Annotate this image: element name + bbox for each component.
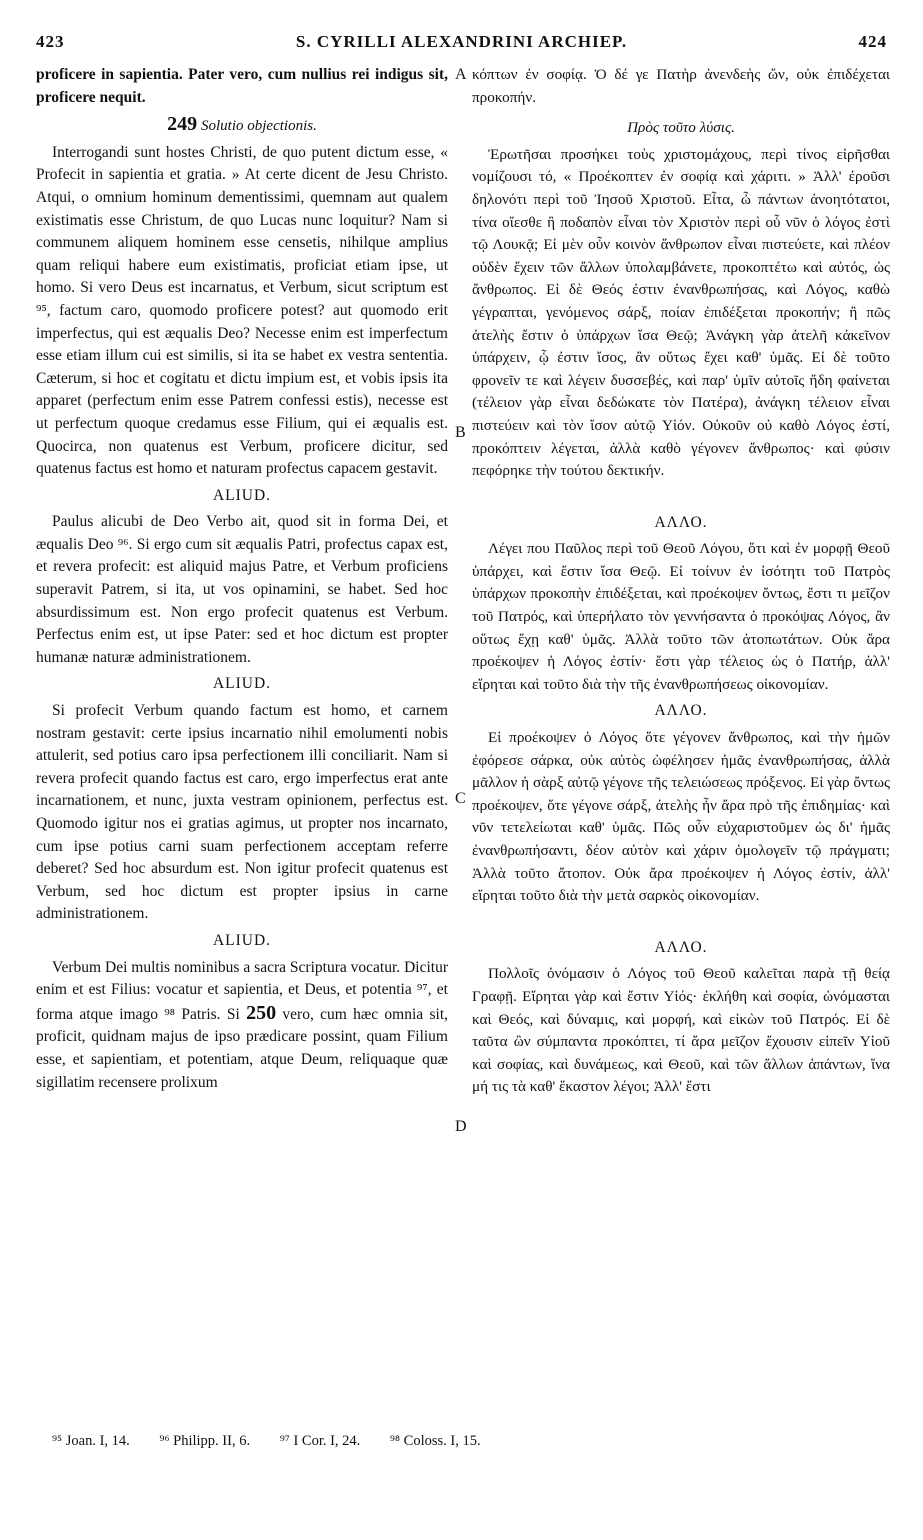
- greek-paragraph: Λέγει που Παῦλος περὶ τοῦ Θεοῦ Λόγου, ὅτι καὶ ἐν μορφῇ Θεοῦ ὑπάρχει, καὶ ἔστιν ἴσα Θεῷ. Εἰ τοίνυν ἐν ἰσότητι τοῦ Πατρὸς ὑπάρχων προκοπὴν ἐπιδέξεται, καὶ προέκοψεν ὄντως, ἔστι τι μεῖζον τοῦ Πατρός, καὶ ὑπερήλατο τὸν γεννήσαντα ὁ προκόψας Λόγος, ἂν οὕτως ἔχῃ καθ' ὑμᾶς. Ἀλλὰ τοῦτο τῶν ἀτοπωτάτων. Οὐκ ἄρα προέκοψεν ἡ Λόγος ἐστίν· ἔστι γὰρ τέλειος ὡς ὁ Πατήρ, ἀλλ' εἴρηται καὶ τοῦτο διὰ τὴν τῆς ἐνανθρωπήσεως οἰκονομίαν.: [472, 540, 890, 693]
- running-title: S. CYRILLI ALEXANDRINI ARCHIEP.: [295, 32, 628, 51]
- greek-allo-heading: ΑΛΛΟ.: [654, 702, 708, 720]
- running-header: [36, 32, 887, 56]
- greek-allo-heading: ΑΛΛΟ.: [654, 513, 708, 531]
- latin-column: [36, 64, 448, 1094]
- footnotes: [52, 1433, 612, 1450]
- footnote: ⁹⁶ Philipp. II, 6.: [159, 1433, 251, 1449]
- section-number: 249: [167, 113, 198, 136]
- latin-paragraph: [36, 957, 448, 1095]
- margin-marker-b: B: [455, 424, 466, 441]
- latin-section-heading: [36, 113, 448, 138]
- page-number-right: 424: [858, 32, 887, 51]
- latin-text: vero, cum hæc omnia sit, proficit, quidnam majus de ipso prædicare possint, quam Filium esse, et sapientiam, et potentiam, atque Deum, reliquaque quæ sigillatim recensere prolixum: [36, 1005, 448, 1091]
- latin-intro: proficere in sapientia. Pater vero, cum nullius rei indigus sit, proficere nequit.: [36, 66, 448, 106]
- footnote: ⁹⁷ I Cor. I, 24.: [279, 1433, 361, 1449]
- margin-marker-a: A: [455, 66, 467, 83]
- footnote: ⁹⁵ Joan. I, 14.: [52, 1433, 130, 1449]
- greek-intro: κόπτων ἐν σοφίᾳ. Ὁ δέ γε Πατὴρ ἀνενδεὴς ὤν, οὐκ ἐπιδέχεται προκοπήν.: [472, 66, 890, 106]
- greek-paragraph: Πολλοῖς ὀνόμασιν ὁ Λόγος τοῦ Θεοῦ καλεῖται παρὰ τῇ θείᾳ Γραφῇ. Εἴρηται γὰρ καὶ ἔστιν Υἱός· ἐκλήθη καὶ σοφία, ὠνόμασται καὶ Θεός, καὶ δύναμις, καὶ μορφή, καὶ εἰκὼν τοῦ Πατρός. Εἰ δὲ ταῦτα ὢν σύμπαντα προκόπτει, τί ἄρα μεῖζον ἔχουσιν εἰπεῖν Υἱοῦ καὶ σοφίας, καὶ δυνάμεως, καὶ Θεοῦ, καὶ τῶν ἄλλων ἁπάντων, ἵνα μή τις τὰ καθ' ἕκαστον λέγοι; Ἀλλ' ἔστι: [472, 965, 890, 1096]
- greek-paragraph: Εἰ προέκοψεν ὁ Λόγος ὅτε γέγονεν ἄνθρωπος, καὶ τὴν ἡμῶν ἐφόρεσε σάρκα, οὐκ αὐτὸς ὠφέλησεν ἡμᾶς ἐνανθρωπήσας, ἀλλὰ μᾶλλον ἡ σὰρξ αὐτῷ γέγονε τῆς τελειώσεως πρόξενος. Εἰ γὰρ ὄντως προέκοψεν, ὅτε γέγονε σάρξ, ἀτελὴς ἦν ἄρα πρὸ τῆς ἐπιδημίας· καὶ νῦν τετελείωται καθ' ὑμᾶς. Πῶς οὖν εὐχαριστοῦμεν ὡς δι' ἡμᾶς ἐνανθρωπήσαντι, δέον αὐτὸν καὶ χάριν ὁμολογεῖν τῷ πράγματι; Ἀλλὰ τοῦτο ἄτοπον. Οὐκ ἄρα προέκοψεν ἡ Λόγος ἐστίν, ἀλλ' εἴρηται τοῦτο διὰ τὴν μετὰ σαρκὸς οἰκονομίαν.: [472, 729, 890, 905]
- section-number: 250: [246, 1001, 277, 1024]
- footnote: ⁹⁸ Coloss. I, 15.: [389, 1433, 481, 1449]
- greek-section-heading: Πρὸς τοῦτο λύσις.: [627, 119, 735, 137]
- latin-paragraph: Si profecit Verbum quando factum est homo, et carnem nostram gestavit: certe ipsius incarnatio nihil emolumenti nobis attulerit, sed potius caro ipsa perfectionem illi conciliarit. Nam si revera profecit quando factus est caro, ergo imperfectus erat ante incarnationem, et nunc, juxta vestram opinionem, perfectus est. Quomodo igitur nos ei gratias agimus, ut propter nos incarnato, cum ipse potius carni suam perfectionem acceptam referre deberet? Sed hoc absurdum est. Non igitur profecit quatenus est Verbum, sed hoc dictum est propter ipsius in carne administrationem.: [36, 702, 448, 923]
- greek-column: [472, 64, 890, 1099]
- greek-allo-heading: ΑΛΛΟ.: [654, 938, 708, 956]
- margin-marker-d: D: [455, 1118, 467, 1135]
- latin-aliud-heading: ALIUD.: [212, 675, 272, 693]
- latin-text: Verbum Dei multis nominibus a sacra Scriptura vocatur. Dicitur enim et est Filius: vocatur et sapientia, et Deus, et potentia ⁹⁷, et forma atque imago ⁹⁸ Patris. Si: [36, 958, 448, 1023]
- greek-paragraph: Ἐρωτῆσαι προσήκει τοὺς χριστομάχους, περὶ τίνος εἰρῆσθαι νομίζουσι τό, « Προέκοπτεν ἐν σοφίᾳ καὶ χάριτι. » Ἀλλ' ἐροῦσι δηλονότι περὶ τοῦ Ἰησοῦ Χριστοῦ. Εἶτα, ὦ πάντων ἀνοητότατοι, τίνα οἴεσθε ἢ ποδαπὸν εἶναι τὸν Χριστὸν περὶ οὗ νῦν ὁ λόγος ἐστὶ τῷ Λουκᾷ; Εἰ μὲν οὖν κοινὸν ἄνθρωπον εἶναι πιστεύετε, καὶ πλέον οὐδὲν ἔχειν τῶν ἄλλων ὑπολαμβάνετε, προκοπτέτω καὶ αὐτός, ὡς ἄνθρωπος. Εἰ δὲ Θεός ἐστιν ἐνανθρωπήσας, καὶ Λόγος, καθὼ γέγραπται, γενόμενος σάρξ, ποίαν ἐπιδέξεται προκοπήν; ἢ πῶς ἀτελὴς ἔστιν ὁ ὑπάρχων ἴσα Θεῷ; Ἀνάγκη γὰρ ἀτελῆ κἀκεῖνον ὑπάρχειν, ᾧ ἐστιν ἴσος, ἂν οὕτως ἔχει καθ' ὑμᾶς. Εἰ δὲ τοῦτο φρονεῖν τε καὶ λέγειν δυσσεβές, καὶ παρ' ὑμῖν αὐτοῖς ἤδη φαίνεται (τέλειον γὰρ εἶναι δεδώκατε τὸν Πατέρα), ἀνάγκη τέλειον εἶναι πιστεύειν καὶ τὸν ἴσον αὐτῷ Υἱόν. Οὐκοῦν οὐ καθὸ Λόγος ἐστί, προκόπτειν λέγεται, ἀλλὰ καθὸ γέγονεν ἄνθρωπος· καὶ φύσιν πεφόρηκε τὴν τούτου δεκτικήν.: [472, 145, 890, 480]
- section-title: Solutio objectionis.: [201, 118, 317, 135]
- latin-aliud-heading: ALIUD.: [212, 931, 272, 949]
- margin-marker-c: C: [455, 790, 466, 807]
- latin-paragraph: Paulus alicubi de Deo Verbo ait, quod sit in forma Dei, et æqualis Deo ⁹⁶. Si ergo cum sit æqualis Patri, profectus capax est, et revera profecit: est aliquid majus Patre, et Verbum proficiens superavit Patrem, si ita, ut vos opinamini, se habet. Sed hoc absurdissimum est. Non ergo profecit quatenus est Verbum. Perfectus enim est, ut ipse Pater: sed et hoc dictum est propter humanæ naturæ administrationem.: [36, 513, 448, 666]
- latin-paragraph: Interrogandi sunt hostes Christi, de quo putent dictum esse, « Profecit in sapientia et gratia. » At certe dicent de Jesu Christo. Atqui, o omnium hominum dementissimi, quemnam aut qualem existimatis esse Christum, de quo Lucas nunc loquitur? Nam si communem aliquem hominem esse censetis, nihilque amplius quam reliqui habere eum existimatis, proficiat etiam ipse, ut homo. Si vero Deus est incarnatus, et Verbum, sicut scriptum est ⁹⁵, factum caro, quomodo proficere potest? aut quomodo erit imperfectus, qui est æqualis Deo? Necesse enim est imperfectum esse etiam illum cui est similis, si ita se habet ex vestra sententia. Cæterum, si hoc et cogitatu et dictu impium est, et vobis ipsis ita apparet (perfectum enim esse Patrem confessi estis), necesse est ut perfectum quoque credamus esse Filium, qui ei æqualis est. Quocirca, non quatenus est Verbum, proficere dicitur, sed quatenus factus est homo et naturam profectus capacem gestavit.: [36, 143, 448, 478]
- latin-aliud-heading: ALIUD.: [212, 486, 272, 504]
- page-number-left: 423: [36, 32, 65, 51]
